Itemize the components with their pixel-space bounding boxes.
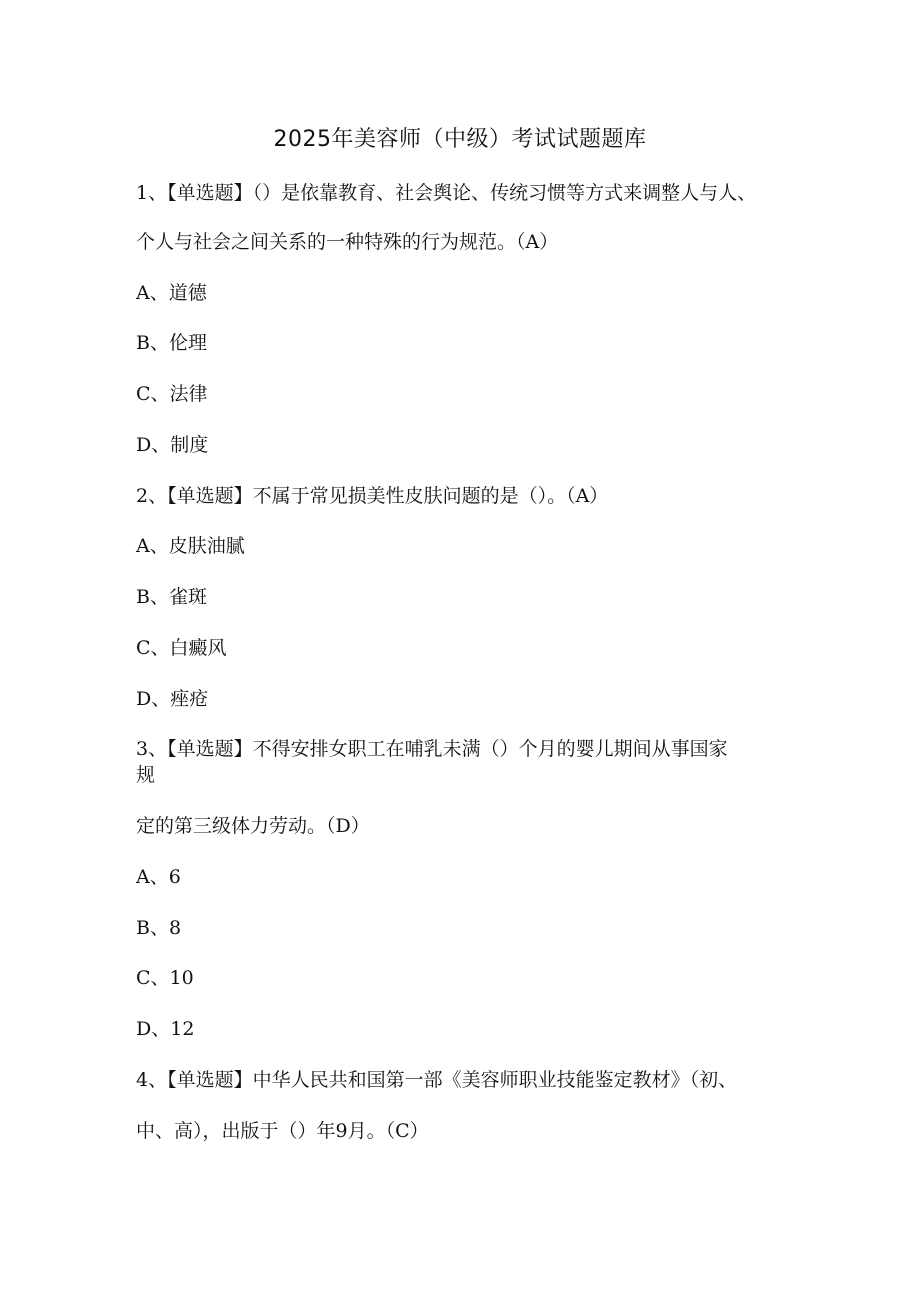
question-1-stem-line-1: 1、【单选题】（）是依靠教育、社会舆论、传统习惯等方式来调整人与人、 xyxy=(136,182,757,204)
question-3-option-a: A、6 xyxy=(136,866,181,888)
question-2-option-b: B、雀斑 xyxy=(136,586,207,608)
question-2-stem-line-1: 2、【单选题】不属于常见损美性皮肤问题的是（）。（A） xyxy=(136,485,609,507)
document-title: 2025年美容师（中级）考试试题题库 xyxy=(273,127,647,152)
question-1-option-d: D、制度 xyxy=(136,434,209,456)
question-3-stem-line-3: 定的第三级体力劳动。（D） xyxy=(136,815,370,837)
question-1-option-c: C、法律 xyxy=(136,383,208,405)
question-4-stem-line-2: 中、高），出版于（）年9月。（C） xyxy=(136,1120,429,1142)
question-2-option-d: D、痤疮 xyxy=(136,688,209,710)
question-3-stem-line-2: 规 xyxy=(136,764,156,786)
question-1-stem-line-2: 个人与社会之间关系的一种特殊的行为规范。（A） xyxy=(136,231,559,253)
question-2-option-a: A、皮肤油腻 xyxy=(136,535,245,557)
question-3-option-c: C、10 xyxy=(136,967,194,989)
question-4-stem-line-1: 4、【单选题】中华人民共和国第一部《美容师职业技能鉴定教材》（初、 xyxy=(136,1069,738,1091)
question-2-option-c: C、白癜风 xyxy=(136,637,227,659)
question-1-option-b: B、伦理 xyxy=(136,332,207,354)
question-3-option-d: D、12 xyxy=(136,1018,195,1040)
question-3-stem-line-1: 3、【单选题】不得安排女职工在哺乳未满（）个月的婴儿期间从事国家 xyxy=(136,738,728,760)
question-1-option-a: A、道德 xyxy=(136,282,207,304)
question-3-option-b: B、8 xyxy=(136,917,182,939)
